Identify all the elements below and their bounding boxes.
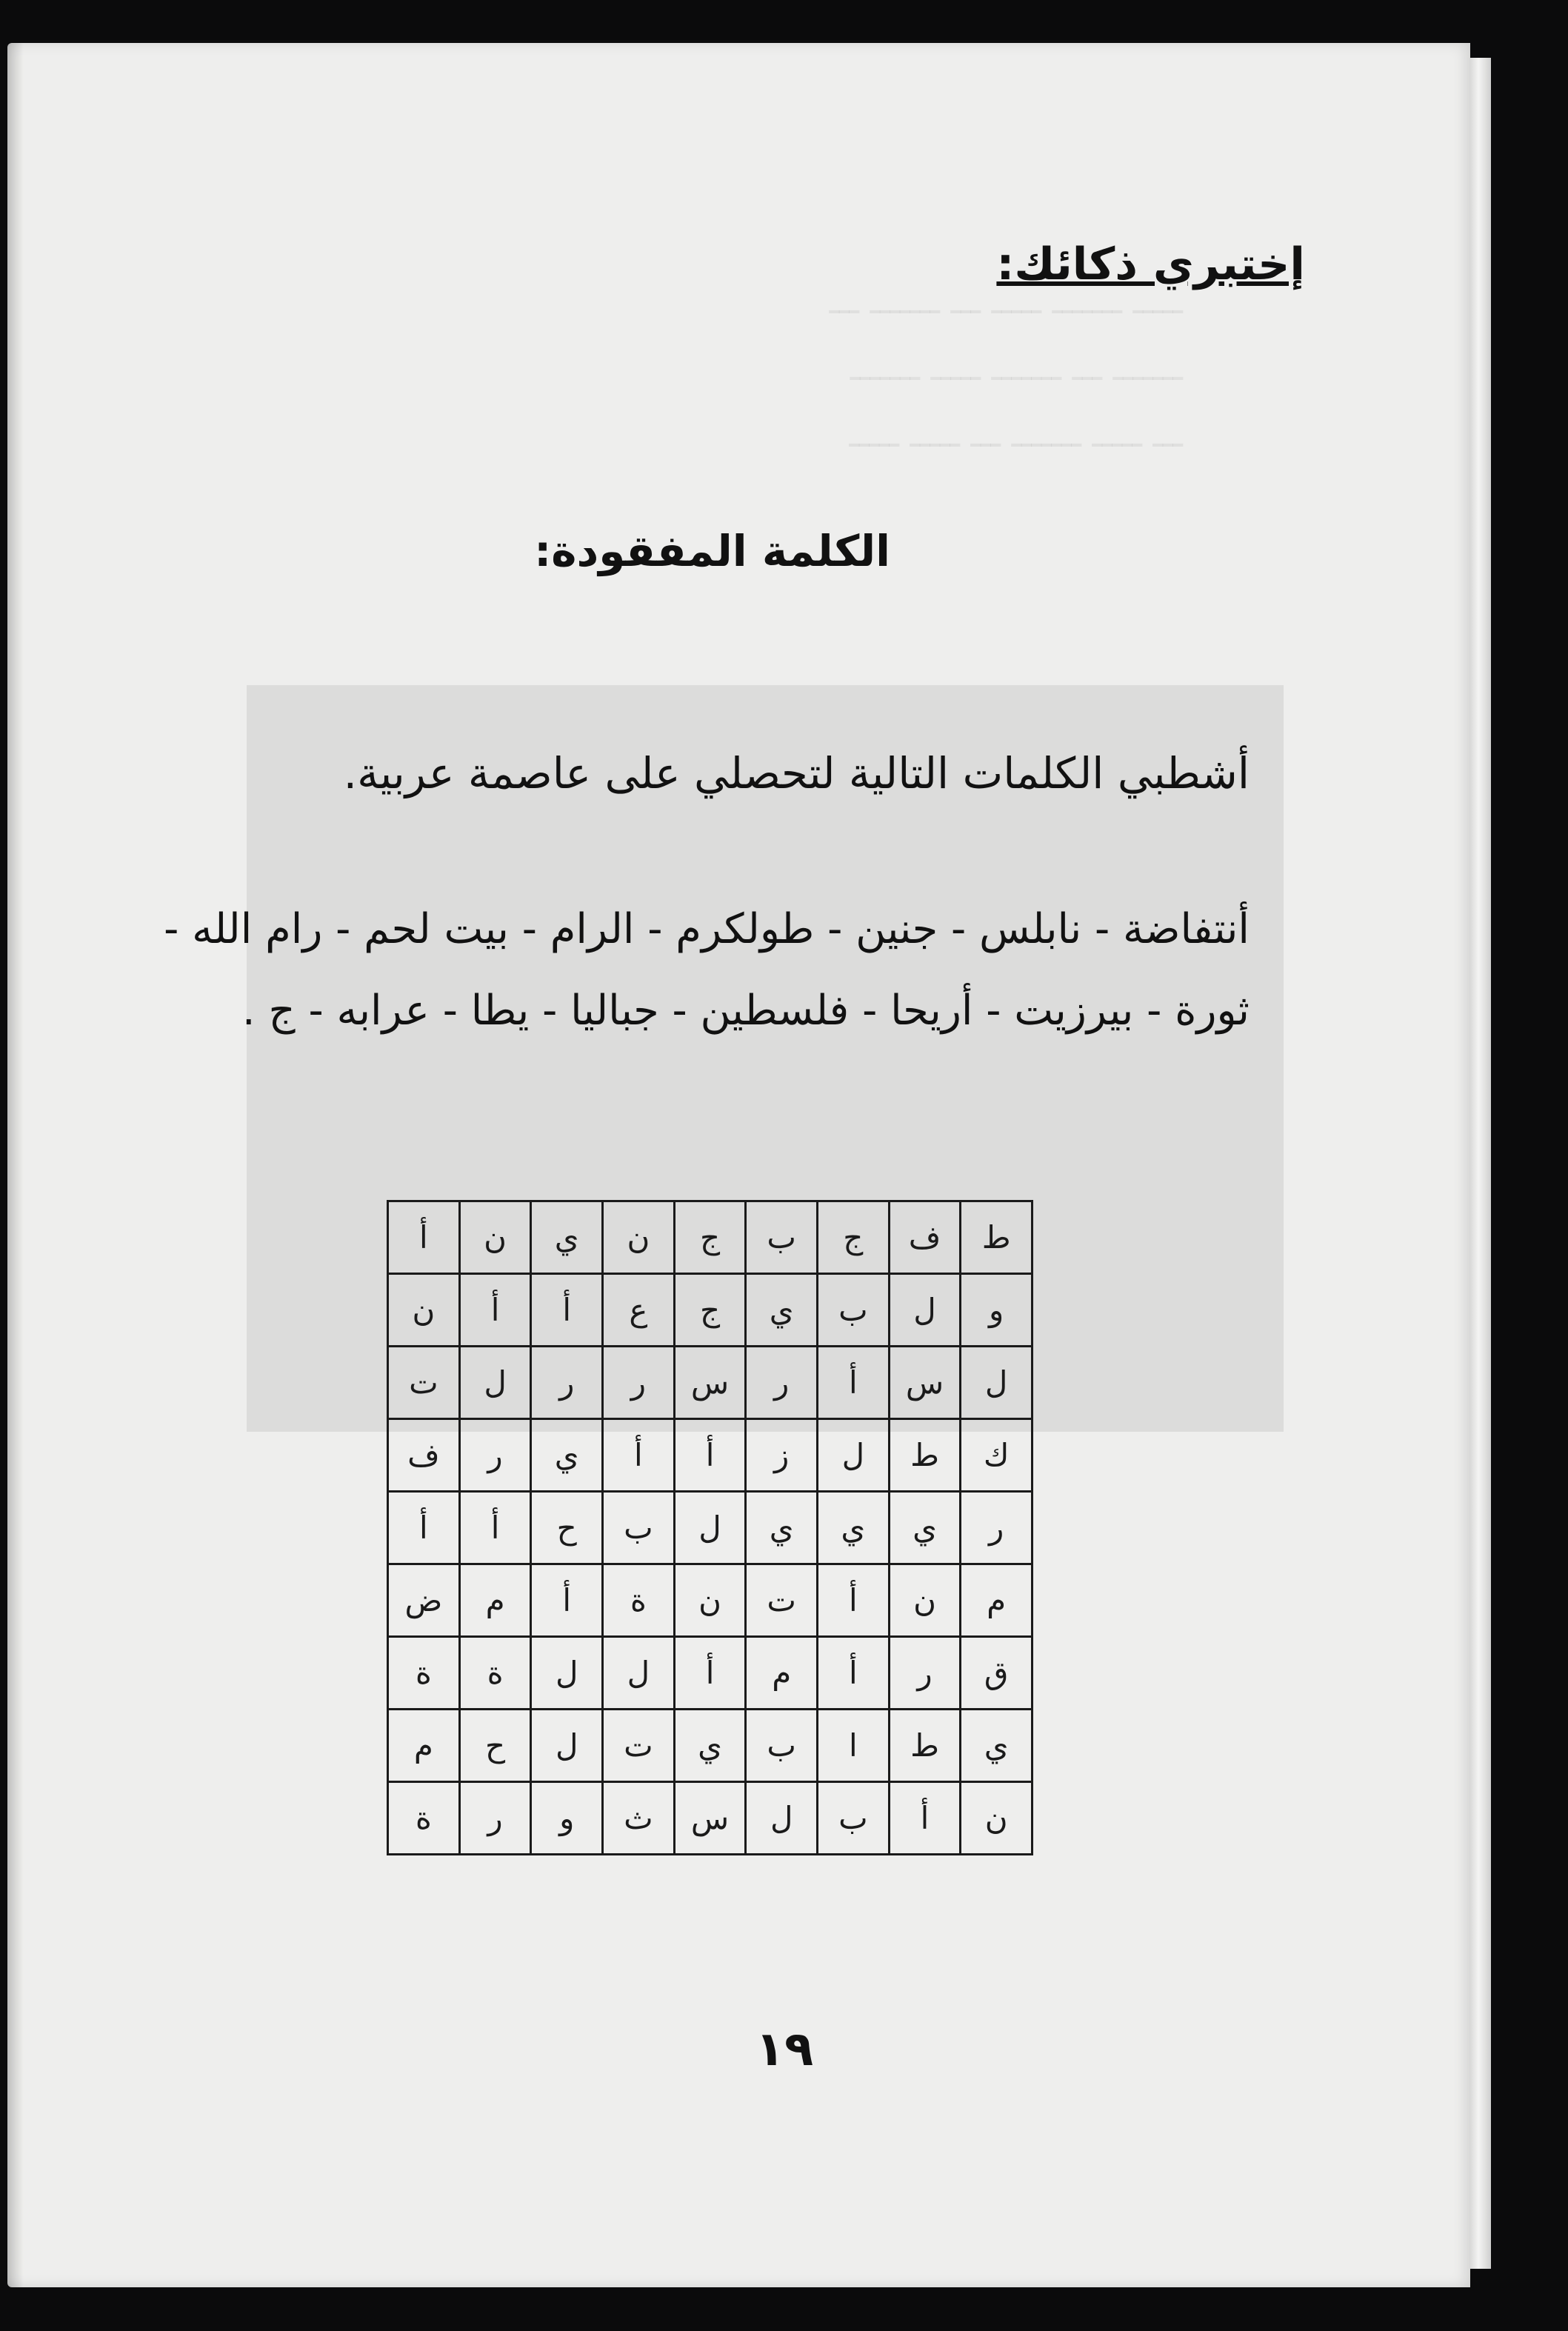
- grid-cell: ز: [746, 1419, 818, 1492]
- page-stack-edge: [1470, 58, 1491, 2269]
- grid-cell: ح: [531, 1492, 603, 1564]
- grid-row: [388, 1347, 1032, 1419]
- grid-cell: ي: [889, 1492, 961, 1564]
- grid-cell: س: [674, 1782, 746, 1855]
- bleed-through-text: ـــــــ ـــ ـــــــ ـــــ ـــــــ: [850, 348, 1183, 388]
- grid-cell: أ: [388, 1201, 460, 1274]
- grid-cell: ل: [961, 1347, 1032, 1419]
- grid-cell: أ: [818, 1564, 890, 1637]
- grid-cell: ل: [531, 1710, 603, 1782]
- grid-cell: ر: [459, 1419, 531, 1492]
- grid-cell: ل: [746, 1782, 818, 1855]
- grid-cell: أ: [674, 1637, 746, 1710]
- grid-cell: ط: [961, 1201, 1032, 1274]
- grid-cell: ن: [603, 1201, 675, 1274]
- grid-cell: ن: [674, 1564, 746, 1637]
- grid-cell: ف: [889, 1201, 961, 1274]
- grid-cell: ة: [388, 1782, 460, 1855]
- grid-cell: أ: [818, 1347, 890, 1419]
- grid-cell: ن: [961, 1782, 1032, 1855]
- grid-cell: ث: [603, 1782, 675, 1855]
- grid-row: [388, 1564, 1032, 1637]
- grid-cell: أ: [603, 1419, 675, 1492]
- grid-cell: م: [459, 1564, 531, 1637]
- grid-cell: أ: [459, 1274, 531, 1347]
- grid-cell: ب: [603, 1492, 675, 1564]
- grid-cell: ة: [388, 1637, 460, 1710]
- grid-cell: ي: [818, 1492, 890, 1564]
- grid-cell: ل: [603, 1637, 675, 1710]
- word-search-grid: [387, 1200, 1033, 1855]
- page-number: ١٩: [755, 2022, 814, 2077]
- grid-cell: ج: [674, 1274, 746, 1347]
- grid-row: [388, 1710, 1032, 1782]
- grid-row: [388, 1637, 1032, 1710]
- grid-cell: ل: [674, 1492, 746, 1564]
- grid-cell: ر: [889, 1637, 961, 1710]
- grid-row: [388, 1782, 1032, 1855]
- grid-cell: ر: [746, 1347, 818, 1419]
- grid-cell: ع: [603, 1274, 675, 1347]
- exercise-instruction: أشطبي الكلمات التالية لتحصلي على عاصمة عربية.: [343, 748, 1250, 798]
- grid-cell: ر: [961, 1492, 1032, 1564]
- grid-cell: م: [746, 1637, 818, 1710]
- grid-cell: ق: [961, 1637, 1032, 1710]
- grid-cell: و: [531, 1782, 603, 1855]
- grid-cell: ي: [961, 1710, 1032, 1782]
- grid-cell: ر: [531, 1347, 603, 1419]
- grid-cell: ي: [674, 1710, 746, 1782]
- grid-cell: أ: [818, 1637, 890, 1710]
- grid-cell: ح: [459, 1710, 531, 1782]
- grid-cell: أ: [459, 1492, 531, 1564]
- grid-cell: أ: [531, 1564, 603, 1637]
- grid-cell: ن: [459, 1201, 531, 1274]
- grid-row: [388, 1274, 1032, 1347]
- grid-cell: أ: [889, 1782, 961, 1855]
- grid-cell: ر: [603, 1347, 675, 1419]
- grid-cell: س: [889, 1347, 961, 1419]
- grid-cell: م: [961, 1564, 1032, 1637]
- grid-cell: ك: [961, 1419, 1032, 1492]
- grid-cell: ة: [603, 1564, 675, 1637]
- grid-cell: أ: [674, 1419, 746, 1492]
- grid-cell: أ: [531, 1274, 603, 1347]
- grid-cell: ض: [388, 1564, 460, 1637]
- grid-cell: ر: [459, 1782, 531, 1855]
- grid-cell: ج: [674, 1201, 746, 1274]
- grid-cell: ل: [459, 1347, 531, 1419]
- grid-cell: ت: [388, 1347, 460, 1419]
- grid-cell: ب: [818, 1782, 890, 1855]
- grid-cell: ن: [889, 1564, 961, 1637]
- grid-cell: م: [388, 1710, 460, 1782]
- grid-row: [388, 1492, 1032, 1564]
- grid-cell: ل: [818, 1419, 890, 1492]
- grid-cell: ي: [531, 1201, 603, 1274]
- grid-cell: ل: [889, 1274, 961, 1347]
- grid-cell: ط: [889, 1419, 961, 1492]
- section-title: الكلمة المفقودة:: [534, 526, 890, 576]
- grid-row: [388, 1419, 1032, 1492]
- grid-cell: ة: [459, 1637, 531, 1710]
- grid-cell: ج: [818, 1201, 890, 1274]
- page-spine-shadow: [7, 43, 24, 2287]
- grid-cell: ن: [388, 1274, 460, 1347]
- page-title: إختبري ذكائك:: [996, 239, 1305, 290]
- grid-cell: ب: [746, 1201, 818, 1274]
- grid-cell: ل: [531, 1637, 603, 1710]
- grid-cell: ف: [388, 1419, 460, 1492]
- grid-row: [388, 1201, 1032, 1274]
- grid-cell: و: [961, 1274, 1032, 1347]
- bleed-through-text: ـــ ـــــ ـــــــ ـــ ـــــ ـــــ: [849, 415, 1183, 455]
- grid-cell: أ: [388, 1492, 460, 1564]
- grid-cell: ط: [889, 1710, 961, 1782]
- grid-cell: ت: [746, 1564, 818, 1637]
- grid-cell: ت: [603, 1710, 675, 1782]
- grid-cell: ي: [746, 1492, 818, 1564]
- grid-cell: ب: [746, 1710, 818, 1782]
- grid-cell: ي: [531, 1419, 603, 1492]
- bleed-through-text: ـــــ ـــــــ ـــــ ـــ ـــــــ ـــ: [829, 281, 1183, 321]
- grid-cell: ي: [746, 1274, 818, 1347]
- grid-cell: ب: [818, 1274, 890, 1347]
- grid-cell: ا: [818, 1710, 890, 1782]
- word-list: أنتفاضة - نابلس - جنين - طولكرم - الرام - بيت لحم - رام الله - ثورة - بيرزيت - أريحا - فلسطين - جباليا - يطا - عرابه - ج .: [164, 905, 1250, 1035]
- grid-cell: س: [674, 1347, 746, 1419]
